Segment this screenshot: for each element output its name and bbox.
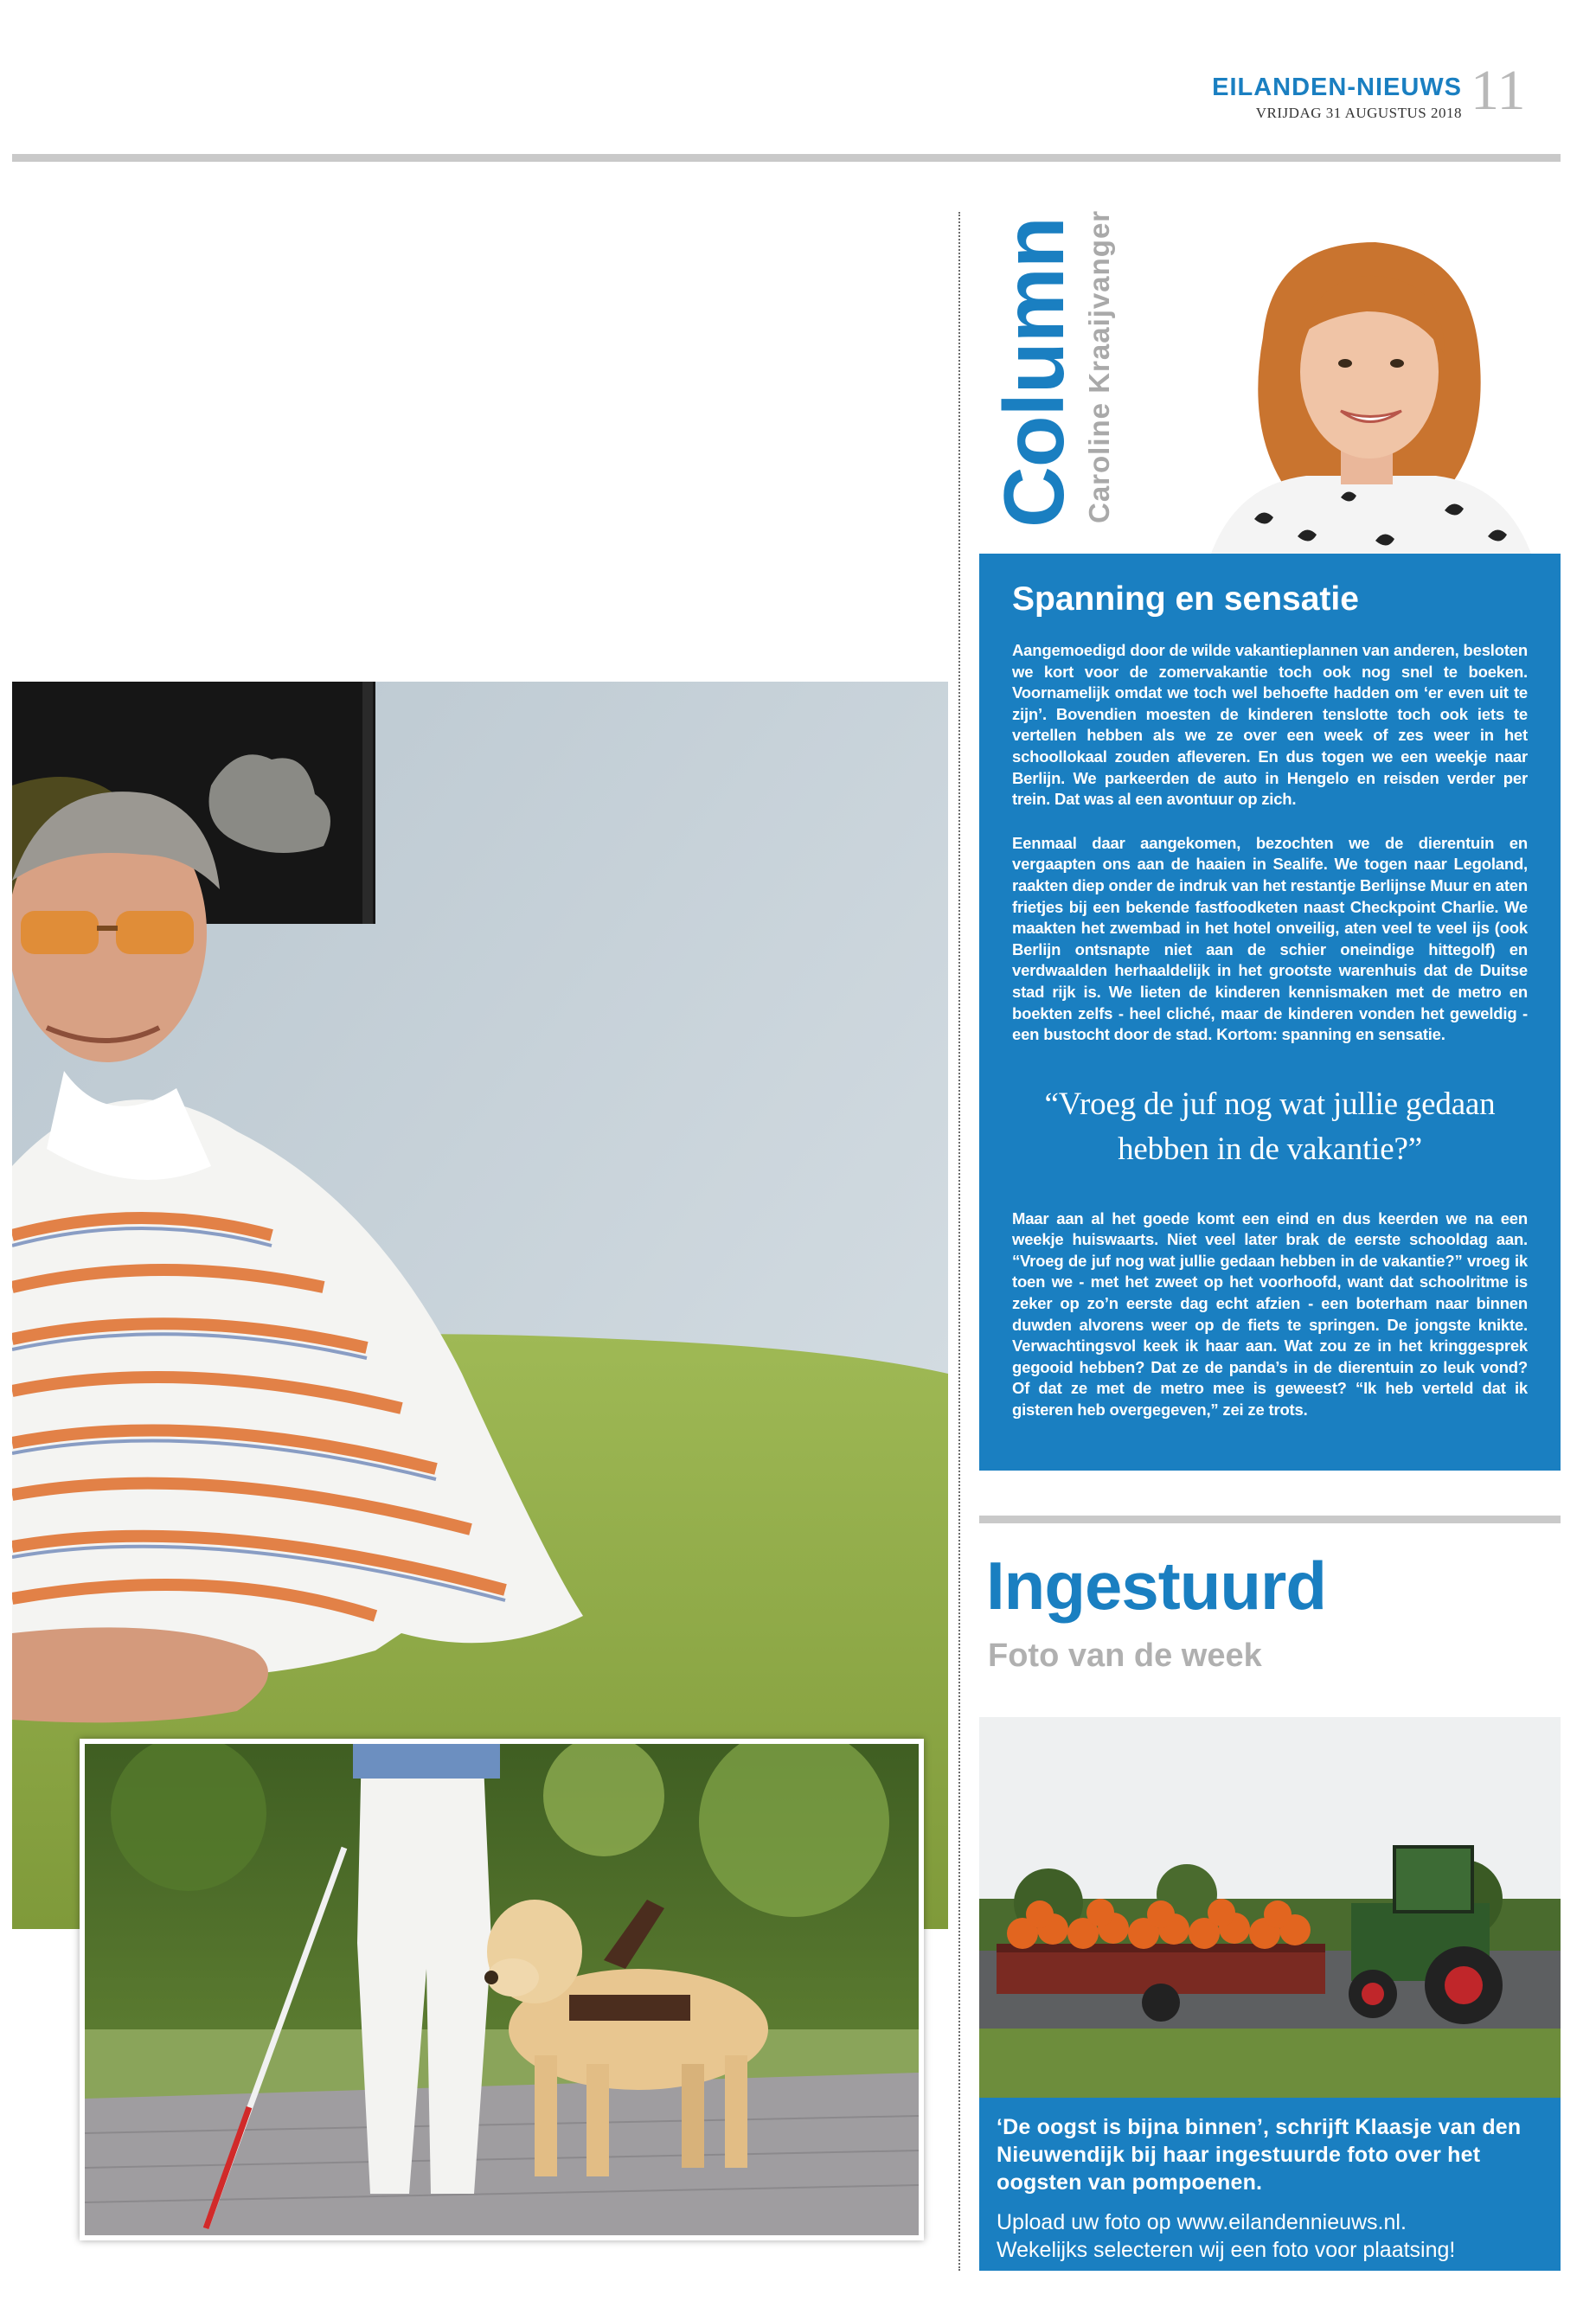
pull-quote: “Vroeg de juf nog wat jullie gedaan hebben in de vakantie?”	[1044, 1086, 1496, 1167]
photo-caption-box	[979, 2098, 1561, 2271]
issue-date: VRIJDAG 31 AUGUSTUS 2018	[1255, 105, 1462, 121]
section-title: Ingestuurd	[986, 1548, 1326, 1624]
guide-dog-image	[85, 1744, 919, 2235]
section-rule	[979, 1516, 1561, 1523]
column-label	[986, 217, 1081, 528]
masthead	[1168, 74, 1462, 122]
upload-instructions	[997, 2208, 1545, 2264]
column-divider	[958, 212, 960, 2271]
column-title: Spanning en sensatie	[1012, 580, 1359, 618]
photo-caption: ‘De oogst is bijna binnen’, schrijft Klaasje van den Nieuwendijk bij haar ingestuurde foto over het oogsten van pompoenen.	[997, 2115, 1522, 2195]
column-box	[979, 554, 1561, 1471]
selection-line: Wekelijks selecteren wij een foto voor plaatsing!	[997, 2238, 1456, 2262]
column-author	[1083, 209, 1118, 528]
column-paragraph: Eenmaal daar aangekomen, bezochten we de dierentuin en vergaapten ons aan de haaien in Sealife. We togen naar Legoland, raakten diep onder de indruk van het restantje Berlijnse Muur en aten frietjes bij een bekende fastfoodketen naast Checkpoint Charlie. We maakten het zwembad in het hotel onveilig, aten veel te veel ijs (ook Berlijn ontsnapte niet aan de schier oneindige hittegolf) en verdwaalden herhaaldelijk in het grootste warenhuis dat de Duitse stad rijk is. We lieten de kinderen kennismaken met de metro en boekten zelfs - heel cliché, maar de kinderen vonden het geweldig - een bustocht door de stad. Kortom: spanning en sensatie.	[1012, 833, 1528, 1044]
upload-line: Upload uw foto op www.eilandennieuws.nl.	[997, 2210, 1407, 2234]
author-portrait-image	[1159, 234, 1559, 554]
newspaper-brand: EILANDEN-NIEUWS	[1212, 74, 1462, 101]
page-number: 11	[1471, 59, 1526, 122]
section-subtitle: Foto van de week	[988, 1638, 1262, 1674]
column-paragraph: Aangemoedigd door de wilde vakantieplannen van anderen, besloten we kort voor de zomervakantie toch ook nog snel te boeken. Voornamelijk omdat we toch wel behoefte hadden om ‘er even uit te zijn’. Bovendien moesten de kinderen tenslotte toch ook iets te vertellen hebben als we ze over een week of zes weer in het schoollokaal zouden afleveren. En dus togen we een weekje naar Berlijn. We parkeerden de auto in Hengelo en reisden verder per trein. Dat was al een avontuur op zich.	[1012, 641, 1528, 809]
top-rule	[12, 154, 1561, 162]
column-author-name: Caroline Kraaijvanger	[1083, 209, 1115, 523]
column-paragraph: Maar aan al het goede komt een eind en dus keerden we na een weekje huiswaarts. Niet veel later brak de eerste schooldag aan. “Vroeg de juf nog wat jullie gedaan hebben in de vakantie?” vroeg ik toen we - met het zweet op het voorhoofd, want dat schoolritme is zeker op zo’n eerste dag echt afzien - een boterham naar binnen duwden alvorens weer op de fiets te springen. De jongste knikte. Verwachtingsvol keek ik haar aan. Wat zou ze in het kringgesprek gegooid hebben? Dat ze de panda’s in de dierentuin zo leuk vond? Of dat ze met de metro mee is geweest? “Ik heb verteld dat ik gisteren heb overgegeven,” zei ze trots.	[1012, 1208, 1528, 1420]
author-portrait	[1159, 234, 1559, 554]
guide-dog-photo	[80, 1739, 924, 2240]
photo-of-the-week	[979, 1717, 1561, 2098]
column-label-text: Column	[986, 217, 1081, 528]
tractor-photo-image	[979, 1717, 1561, 2098]
